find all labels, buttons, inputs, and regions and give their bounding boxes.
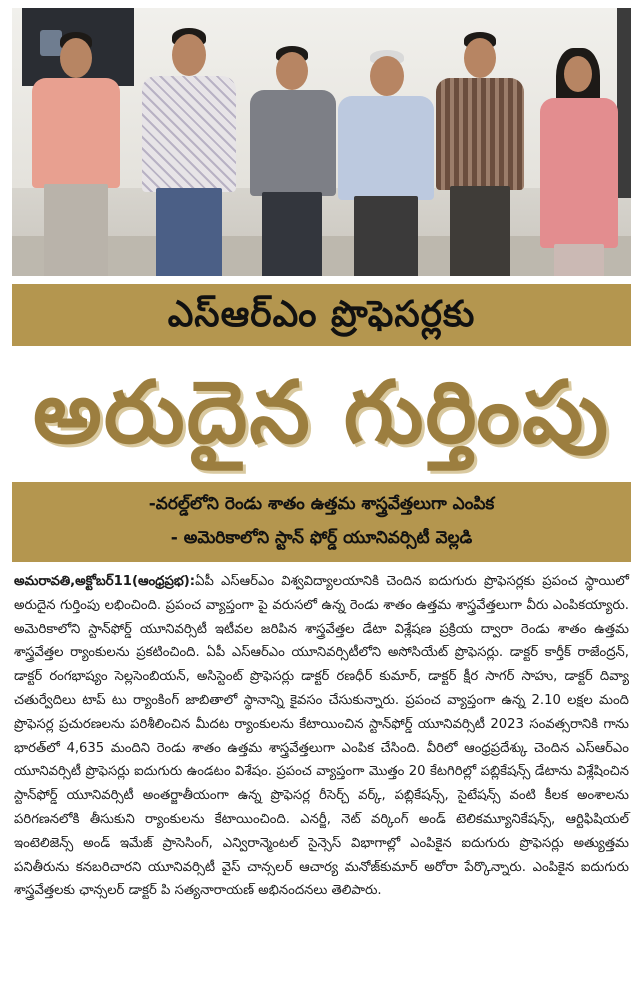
subhead-2: - అమెరికాలోని స్టాన్ ఫోర్డ్ యూనివర్సిటీ వెల్లడి xyxy=(170,528,473,548)
article-body xyxy=(14,570,629,903)
person-1 xyxy=(20,30,130,276)
article-text: ఏపీ ఎస్ఆర్ఎం విశ్వవిద్యాలయానికి చెందిన ఐదుగురు ప్రొఫెసర్లకు ప్రపంచ స్థాయిలో అరుదైన గుర్తింపు లభించింది. ప్రపంచ వ్యాప్తంగా పై వరుసలో ఉన్న రెండు శాతం ఉత్తమ శాస్త్రవేత్తలుగా వీరు ఎంపికయ్యారు. అమెరికాలోని స్టాన్‌ఫోర్డ్ యూనివర్సిటీ ఇటీవల జరిపిన శాస్త్రవేత్తల డేటా విశ్లేషణ ప్రక్రియ ద్వారా రెండు శాతం ఉత్తమ శాస్త్రవేత్తల ర్యాంకులను ప్రకటించింది. ఏపీ ఎస్ఆర్ఎం యూనివర్సిటీలోని అసోసియేట్ ప్రొఫెసర్లు. డాక్టర్ కార్తీక్ రాజేంద్రన్, డాక్టర్ రంగభాష్యం సెల్లసెంబియన్, అసిస్టెంట్ ప్రొఫెసర్లు డాక్టర్ రణధీర్ కుమార్, డాక్టర్ క్షీర సాగర్ సాహు, డాక్టర్ దివ్యా చతుర్వేదిలు టాప్ టు ర్యాంకింగ్ జాబితాలో స్థానాన్ని కైవసం చేసుకున్నారు. ప్రపంచ వ్యాప్తంగా ఉన్న 2.10 లక్షల మంది ప్రొఫెసర్ల ప్రచురణలను పరిశీలించిన మీదట ర్యాంకులను కేటాయించిన స్టాన్‌ఫోర్డ్ యూనివర్సిటీ 2023 సంవత్సరానికి గాను భారత్‌లో 4,635 మందిని రెండు శాతం ఉత్తమ శాస్త్రవేత్తలుగా ఎంపిక చేసింది. వీరిలో ఆంధ్రప్రదేశ్కు చెందిన ఎస్ఆర్ఎం యూనివర్సిటీ ప్రొఫెసర్లు ఐదుగురు ఉండటం విశేషం. ప్రపంచ వ్యాప్తంగా మొత్తం 20 కేటగిరిల్లో పబ్లికేషన్స్ డేటాను విశ్లేషించిన స్టాన్‌ఫోర్డ్ యూనివర్సిటీ అంతర్జాతీయంగా ఉన్న ప్రొఫెసర్ల రీసెర్చ్ వర్క్, పబ్లికేషన్స్, సైటేషన్స్ వంటి కీలక అంశాలను పరిగణనలోకి తీసుకుని ర్యాంకులను కేటాయించింది. ఎనర్జీ, నెట్ వర్కింగ్ అండ్ టెలికమ్యూనికేషన్స్, ఆర్టిఫిషియల్ ఇంటెలిజెన్స్ అండ్ ఇమేజ్ ప్రాసెసింగ్, ఎన్విరాన్మెంటల్ సైన్సెస్ విభాగాల్లో ఎంపికైన ఐదుగురు ప్రొఫెసర్లు అత్యుత్తమ పనితీరును కనబరిచారని యూనివర్సిటీ వైస్ చాన్సలర్ ఆచార్య మనోజ్‌కుమార్ అరోరా పేర్కొన్నారు. ఎంపికైన ఐదుగురు శాస్త్రవేత్తలకు ఛాన్సలర్ డాక్టర్ పి సత్యనారాయణ్ అభినందనలు తెలిపారు. xyxy=(14,574,629,899)
person-6 xyxy=(534,48,624,276)
subheads-banner xyxy=(12,482,631,562)
person-4 xyxy=(330,50,442,276)
news-photo xyxy=(12,8,631,276)
person-2 xyxy=(132,26,242,276)
person-3 xyxy=(242,46,342,276)
subhead-1: -వరల్డ్‌లోని రెండు శాతం ఉత్తమ శాస్త్రవేత్తలుగా ఎంపిక xyxy=(148,494,495,514)
headline-kicker: ఎస్ఆర్ఎం ప్రొఫెసర్లకు xyxy=(167,294,476,335)
headline-title: అరుదైన గుర్తింపు xyxy=(33,363,610,463)
person-5 xyxy=(430,30,530,276)
article-dateline: అమరావతి,అక్టోబర్11(ఆంధ్రప్రభ): xyxy=(14,574,196,589)
headline-kicker-banner xyxy=(12,284,631,346)
